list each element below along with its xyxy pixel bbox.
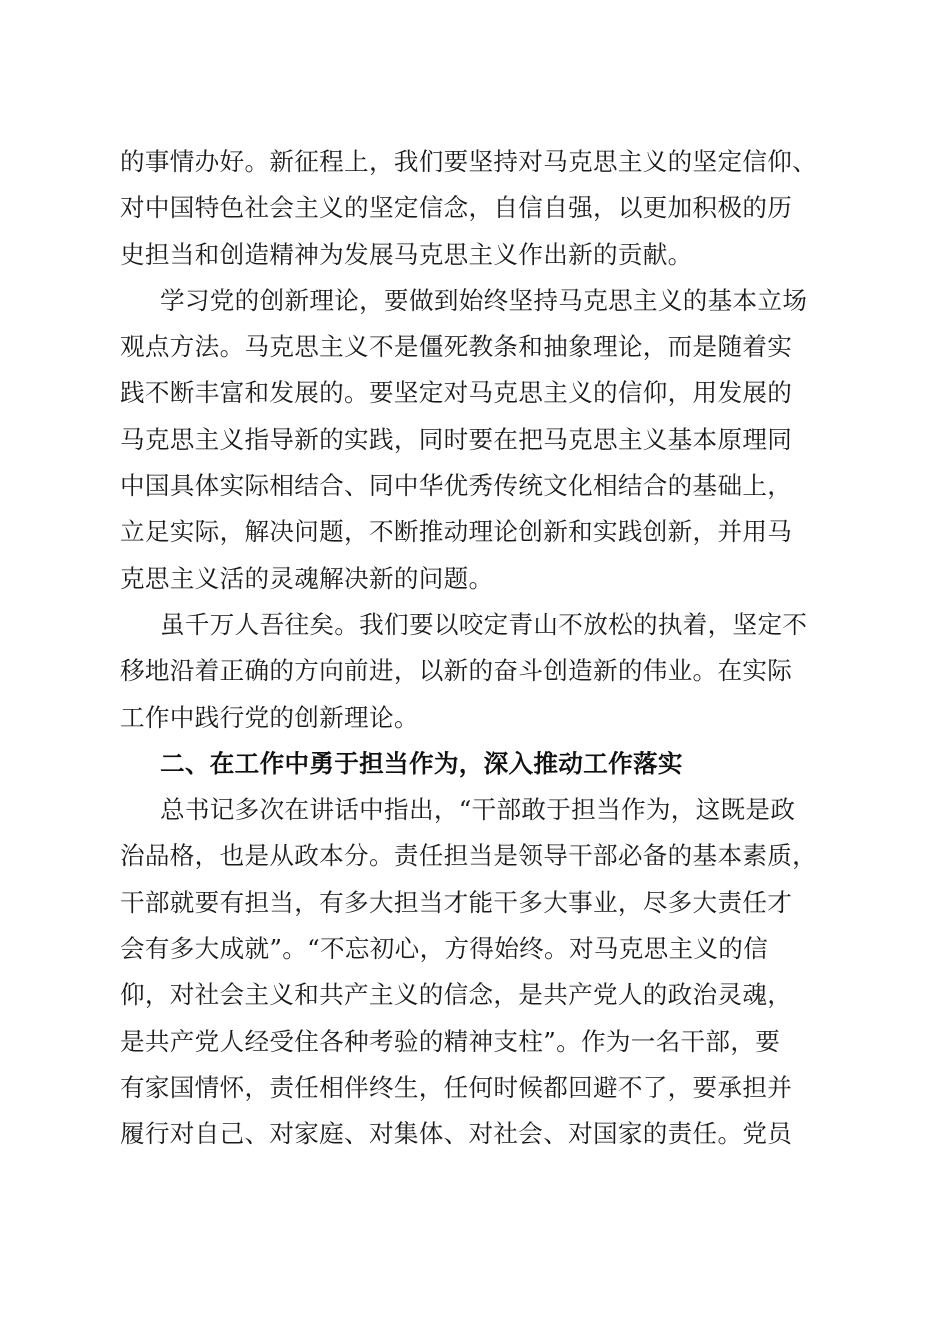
text-line: 克思主义活的灵魂解决新的问题。 <box>120 563 494 593</box>
text-line: 是共产党人经受住各种考验的精神支柱”。作为一名干部，要 <box>120 1026 781 1056</box>
text-line: 干部就要有担当，有多大担当才能干多大事业，尽多大责任才 <box>120 887 793 917</box>
section-heading: 二、在工作中勇于担当作为，深入推动工作落实 <box>160 748 683 778</box>
text-line: 治品格，也是从政本分。责任担当是领导干部必备的基本素质， <box>120 841 818 871</box>
text-line: 工作中践行党的创新理论。 <box>120 702 419 732</box>
text-line: 有家国情怀，责任相伴终生，任何时候都回避不了，要承担并 <box>120 1072 793 1102</box>
text-line: 中国具体实际相结合、同中华优秀传统文化相结合的基础上， <box>120 471 793 501</box>
text-line: 史担当和创造精神为发展马克思主义作出新的贡献。 <box>120 239 693 269</box>
text-line: 立足实际，解决问题，不断推动理论创新和实践创新，并用马 <box>120 517 793 547</box>
text-line: 移地沿着正确的方向前进，以新的奋斗创造新的伟业。在实际 <box>120 656 793 686</box>
text-line: 仰，对社会主义和共产主义的信念，是共产党人的政治灵魂， <box>120 980 793 1010</box>
document-body <box>120 139 840 1158</box>
text-line: 践不断丰富和发展的。要坚定对马克思主义的信仰，用发展的 <box>120 378 793 408</box>
paragraph-first-line: 总书记多次在讲话中指出，“干部敢于担当作为，这既是政 <box>160 795 796 825</box>
text-line: 马克思主义指导新的实践，同时要在把马克思主义基本原理同 <box>120 424 793 454</box>
text-line: 对中国特色社会主义的坚定信念，自信自强，以更加积极的历 <box>120 193 793 223</box>
text-line: 履行对自己、对家庭、对集体、对社会、对国家的责任。党员 <box>120 1119 793 1149</box>
text-line: 观点方法。马克思主义不是僵死教条和抽象理论，而是随着实 <box>120 332 793 362</box>
paragraph-first-line: 虽千万人吾往矣。我们要以咬定青山不放松的执着，坚定不 <box>160 609 808 639</box>
text-line: 会有多大成就”。“不忘初心，方得始终。对马克思主义的信 <box>120 934 769 964</box>
paragraph-first-line: 学习党的创新理论，要做到始终坚持马克思主义的基本立场 <box>160 285 808 315</box>
text-line: 的事情办好。新征程上，我们要坚持对马克思主义的坚定信仰、 <box>120 147 818 176</box>
